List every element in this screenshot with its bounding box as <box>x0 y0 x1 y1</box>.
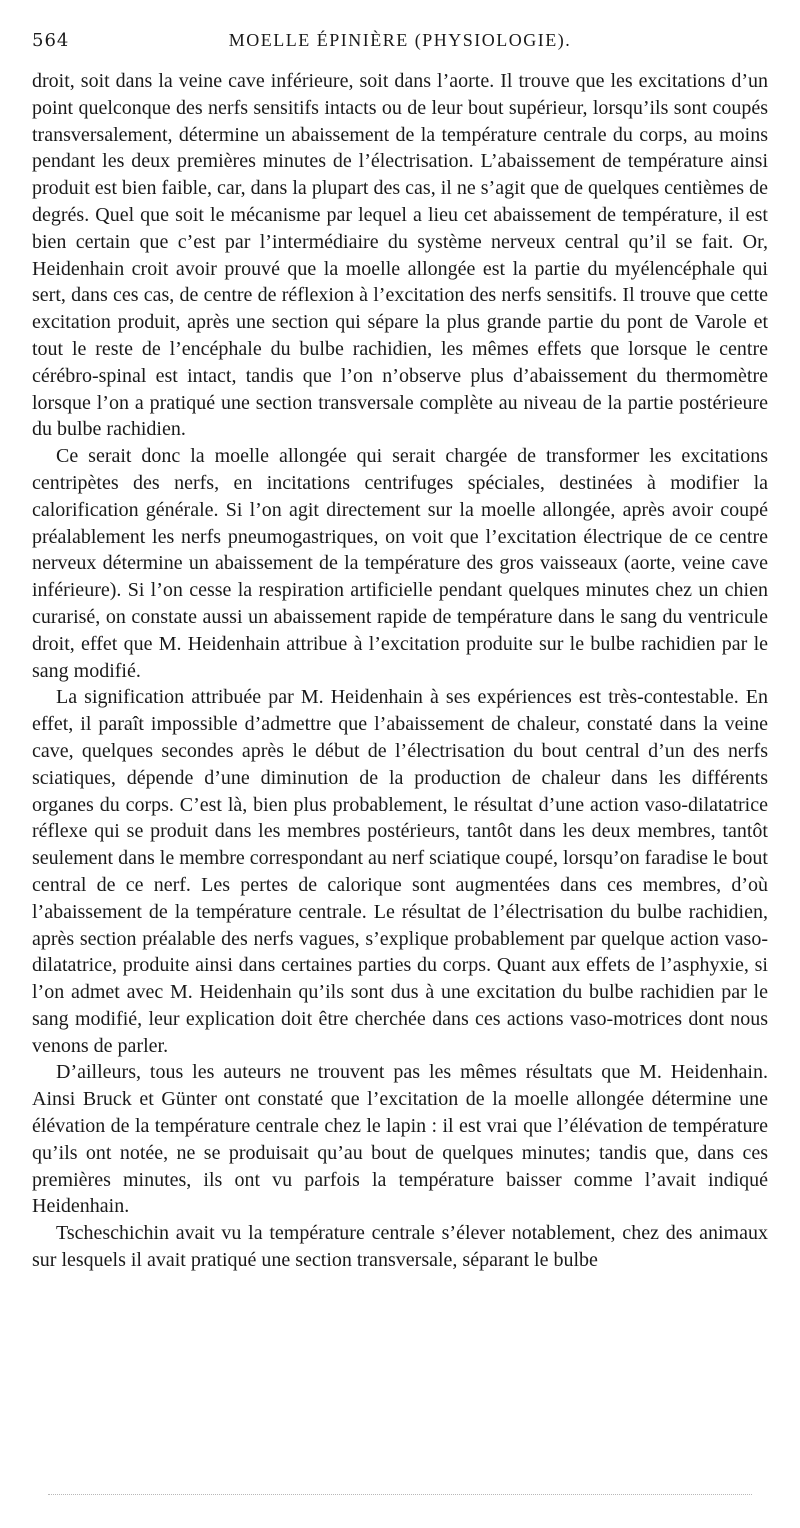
paragraph-continued: droit, soit dans la veine cave inférieure, soit dans l’aorte. Il trouve que les excitations d’un point quelconque des nerfs sensitifs intacts ou de leur bout supérieur, lorsqu’ils sont coupés transversalement, détermine un abaissement de la température centrale du corps, au moins pendant les deux premières minutes de l’électrisation. L’abaissement de température ainsi produit est bien faible, car, dans la plupart des cas, il ne s’agit que de quelques centièmes de degrés. Quel que soit le mécanisme par lequel a lieu cet abaissement de température, il est bien certain que c’est par l’intermédiaire du système nerveux central qu’il se fait. Or, Heidenhain croit avoir prouvé que la moelle allongée est la partie du myélencéphale qui sert, dans ces cas, de centre de réflexion à l’excitation des nerfs sensitifs. Il trouve que cette excitation produit, après une section qui sépare la plus grande partie du pont de Varole et tout le reste de l’encéphale du bulbe rachidien, les mêmes effets que lorsque le centre cérébro-spinal est intact, tandis que l’on n’observe plus d’abaissement du thermomètre lorsque l’on a pratiqué une section transversale complète au niveau de la partie postérieure du bulbe rachidien. <box>32 70 768 441</box>
page-number: 564 <box>32 30 70 51</box>
paragraph: Tscheschichin avait vu la température centrale s’élever notablement, chez des animaux sur lesquels il avait pratiqué une section transversale, séparant le bulbe <box>32 1222 768 1272</box>
body-text <box>32 68 768 1274</box>
page-header <box>32 30 768 58</box>
paragraph: Ce serait donc la moelle allongée qui serait chargée de transformer les excitations centripètes des nerfs, en incitations centrifuges spéciales, destinées à modifier la calorification générale. Si l’on agit directement sur la moelle allongée, après avoir coupé préalablement les nerfs pneumogastriques, on voit que l’excitation électrique de ce centre nerveux détermine un abaissement de la température des gros vaisseaux (aorte, veine cave inférieure). Si l’on cesse la respiration artificielle pendant quelques minutes chez un chien curarisé, on constate aussi un abaissement rapide de température dans le sang du ventricule droit, effet que M. Heidenhain attribue à l’excitation produite sur le bulbe rachidien par le sang modifié. <box>32 445 768 682</box>
running-title: MOELLE ÉPINIÈRE (PHYSIOLOGIE). <box>228 30 572 50</box>
paragraph: D’ailleurs, tous les auteurs ne trouvent pas les mêmes résultats que M. Heidenhain. Ainsi Bruck et Günter ont constaté que l’excitation de la moelle allongée détermine une élévation de la température centrale chez le lapin : il est vrai que l’élévation de température qu’ils ont notée, ne se produisait qu’au bout de quelques minutes; tandis que, dans ces premières minutes, ils ont vu parfois la température baisser comme l’avait indiqué Heidenhain. <box>32 1061 768 1218</box>
paragraph: La signification attribuée par M. Heidenhain à ses expériences est très-contestable. En effet, il paraît impossible d’admettre que l’abaissement de chaleur, constaté dans la veine cave, quelques secondes après le début de l’électrisation du bout central d’un des nerfs sciatiques, dépende d’une diminution de la production de chaleur dans les différents organes du corps. C’est là, bien plus probablement, le résultat d’une action vaso-dilatatrice réflexe qui se produit dans les membres postérieurs, tantôt dans les deux membres, tantôt seulement dans le membre correspondant au nerf sciatique coupé, lorsqu’on faradise le bout central de ce nerf. Les pertes de calorique sont augmentées dans ces membres, d’où l’abaissement de la température centrale. Le résultat de l’électrisation du bulbe rachidien, après section préalable des nerfs vagues, s’explique probablement par quelque action vaso-dilatatrice, produite ainsi dans certaines parties du corps. Quant aux effets de l’asphyxie, si l’on admet avec M. Heidenhain qu’ils sont dus à une excitation du bulbe rachidien par le sang modifié, leur explication doit être cherchée dans ces actions vaso-motrices dont nous venons de parler. <box>32 686 768 1057</box>
bottom-rule <box>48 1494 752 1495</box>
